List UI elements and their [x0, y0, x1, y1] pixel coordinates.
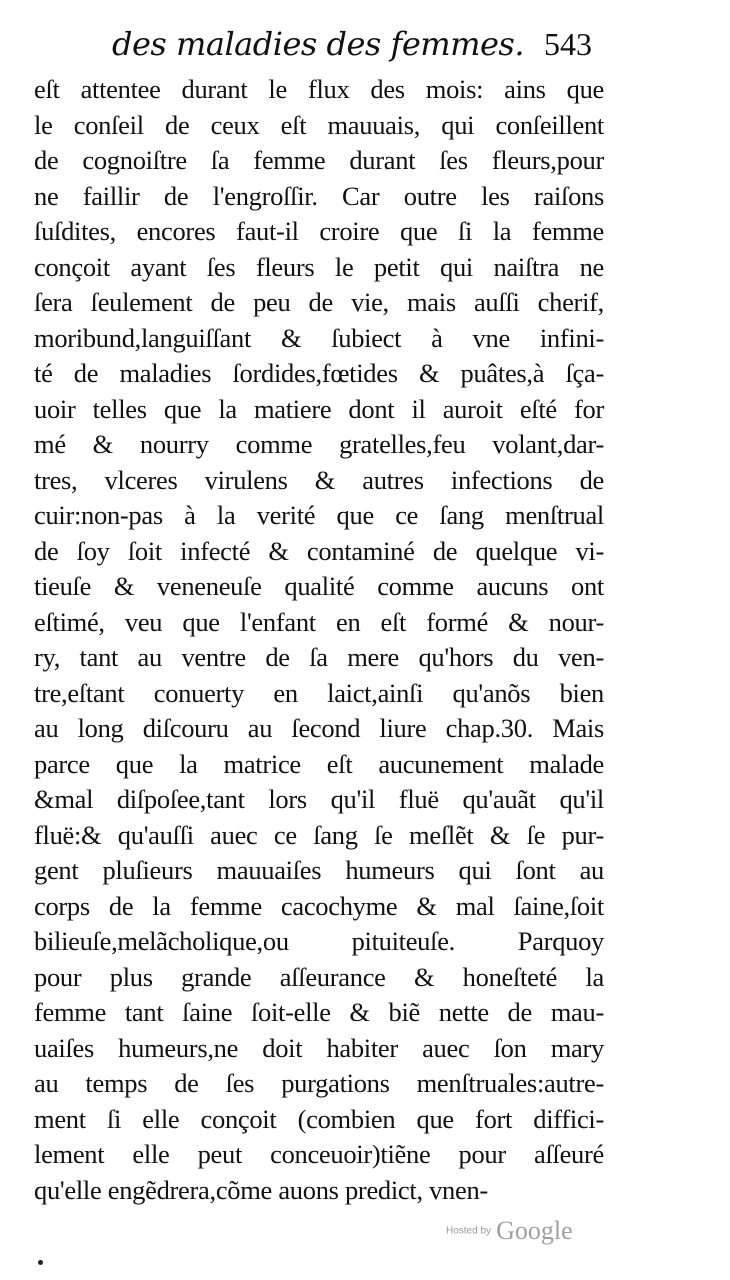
text-line: cuir:non-pas à la verité que ce ſang menſtrual	[34, 500, 604, 530]
text-line: &mal diſpoſee,tant lors qu'il fluë qu'auãt qu'il	[34, 784, 604, 814]
text-line: ſuſdites, encores faut-il croire que ſi la femme	[34, 216, 604, 246]
text-line: moribund,languiſſant & ſubiect à vne infini-	[34, 322, 604, 353]
text-line: conçoit ayant ſes fleurs le petit qui naiſtra ne	[34, 251, 604, 282]
hosted-by-label: Hosted by	[446, 1225, 492, 1237]
text-line: eſt attentee durant le flux des mois: ains que	[34, 74, 604, 104]
text-line: pour plus grande aſſeurance & honeſteté la	[34, 961, 604, 992]
text-line: té de maladies ſordides,fœtides & puâtes,à ſça-	[34, 358, 604, 388]
text-line: de ſoy ſoit infecté & contaminé de quelque vi-	[34, 535, 604, 566]
text-line: uoir telles que la matiere dont il auroit eſté for	[34, 393, 604, 424]
text-line: tieuſe & veneneuſe qualité comme aucuns ont	[34, 571, 604, 601]
text-line: eſtimé, veu que l'enfant en eſt formé & nour-	[34, 606, 604, 637]
text-line: de cognoiſtre ſa femme durant ſes fleurs,pour	[34, 145, 604, 175]
google-watermark	[446, 1216, 573, 1256]
running-title: des maladies des femmes.	[112, 25, 525, 63]
google-logo: Google	[496, 1216, 573, 1245]
text-line: femme tant ſaine ſoit-elle & biẽ nette de mau-	[34, 997, 604, 1027]
text-line: ment ſi elle conçoit (combien que fort diffici-	[34, 1103, 604, 1134]
page-number: 543	[544, 26, 592, 62]
text-line: le conſeil de ceux eſt mauuais, qui conſeillent	[34, 109, 604, 140]
scan-speck	[38, 1260, 43, 1265]
text-line: ne faillir de l'engroſſir. Car outre les raiſons	[34, 180, 604, 211]
text-line: fluë:& qu'auſſi auec ce ſang ſe meſlẽt & ſe pur-	[34, 819, 604, 850]
text-line: au temps de ſes purgations menſtruales:autre-	[34, 1068, 604, 1098]
text-line: gent pluſieurs mauuaiſes humeurs qui ſont au	[34, 855, 604, 885]
text-line: mé & nourry comme gratelles,feu volant,dar-	[34, 429, 604, 459]
text-line: lement elle peut conceuoir)tiẽne pour aſſeuré	[34, 1139, 604, 1169]
text-line: uaiſes humeurs,ne doit habiter auec ſon mary	[34, 1032, 604, 1063]
text-line: qu'elle engẽdrera,cõme auons predict, vnen-	[34, 1174, 488, 1205]
text-line: tre,eſtant conuerty en laict,ainſi qu'anõs bien	[34, 677, 604, 708]
body-text	[34, 72, 604, 1208]
text-line: parce que la matrice eſt aucunement malade	[34, 748, 604, 779]
text-line: ſera ſeulement de peu de vie, mais auſſi cherif,	[34, 287, 604, 317]
text-line: bilieuſe,melãcholique,ou pituiteuſe. Parquoy	[34, 926, 604, 956]
page-header	[112, 24, 592, 68]
text-line: ry, tant au ventre de ſa mere qu'hors du ven-	[34, 642, 604, 672]
text-line: au long diſcouru au ſecond liure chap.30. Mais	[34, 713, 604, 743]
text-line: corps de la femme cacochyme & mal ſaine,ſoit	[34, 890, 604, 921]
text-line: tres, vlceres virulens & autres infections de	[34, 464, 604, 495]
